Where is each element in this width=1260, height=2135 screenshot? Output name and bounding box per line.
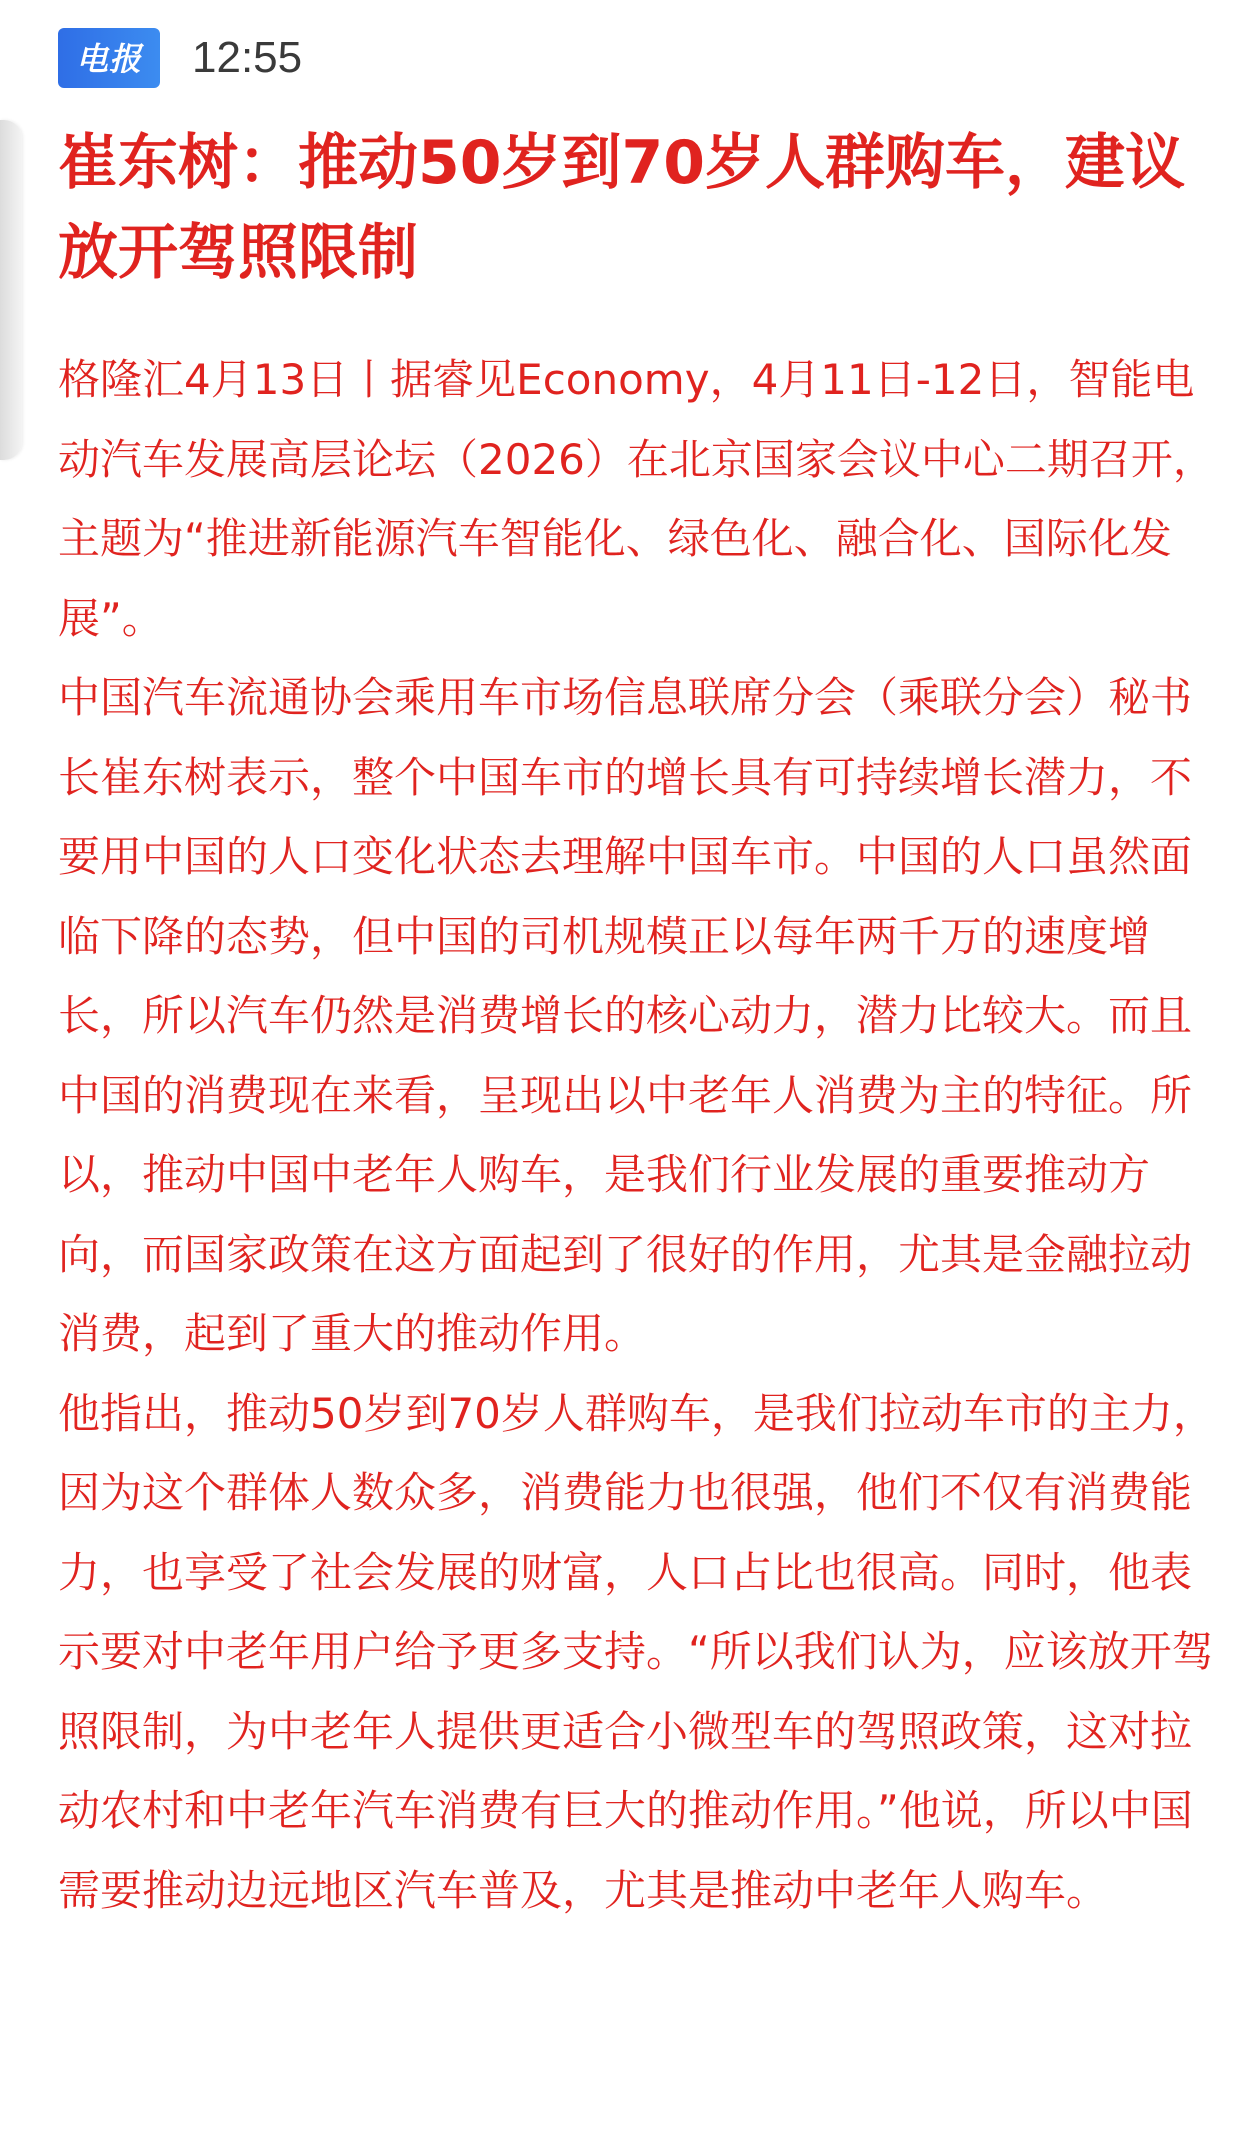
article-title: 崔东树：推动50岁到70岁人群购车，建议放开驾照限制: [58, 128, 1185, 288]
article-paragraph: 他指出，推动50岁到70岁人群购车，是我们拉动车市的主力，因为这个群体人数众多，消费能力也很强，他们不仅有消费能力，也享受了社会发展的财富，人口占比也很高。同时，他表示要对中老年用户给予更多支持。“所以我们认为，应该放开驾照限制，为中老年人提供更适合小微型车的驾照政策，这对拉动农村和中老年汽车消费有巨大的推动作用。”他说，所以中国需要推动边远地区汽车普及，尤其是推动中老年人购车。: [58, 1388, 1215, 1915]
article-paragraph: 格隆汇4月13日丨据睿见Economy，4月11日-12日，智能电动汽车发展高层论坛（2026）在北京国家会议中心二期召开，主题为“推进新能源汽车智能化、绿色化、融合化、国际化发展”。: [58, 355, 1215, 643]
timestamp: 12:55: [192, 33, 303, 82]
side-panel-handle[interactable]: [0, 120, 22, 460]
article-paragraph: 中国汽车流通协会乘用车市场信息联席分会（乘联分会）秘书长崔东树表示，整个中国车市的增长具有可持续增长潜力，不要用中国的人口变化状态去理解中国车市。中国的人口虽然面临下降的态势，但中国的司机规模正以每年两千万的速度增长，所以汽车仍然是消费增长的核心动力，潜力比较大。而且中国的消费现在来看，呈现出以中老年人消费为主的特征。所以，推动中国中老年人购车，是我们行业发展的重要推动方向，而国家政策在这方面起到了很好的作用，尤其是金融拉动消费，起到了重大的推动作用。: [58, 673, 1193, 1358]
article-body: [58, 340, 1218, 1930]
news-header: [58, 28, 302, 88]
telegraph-badge: 电报: [58, 28, 160, 88]
